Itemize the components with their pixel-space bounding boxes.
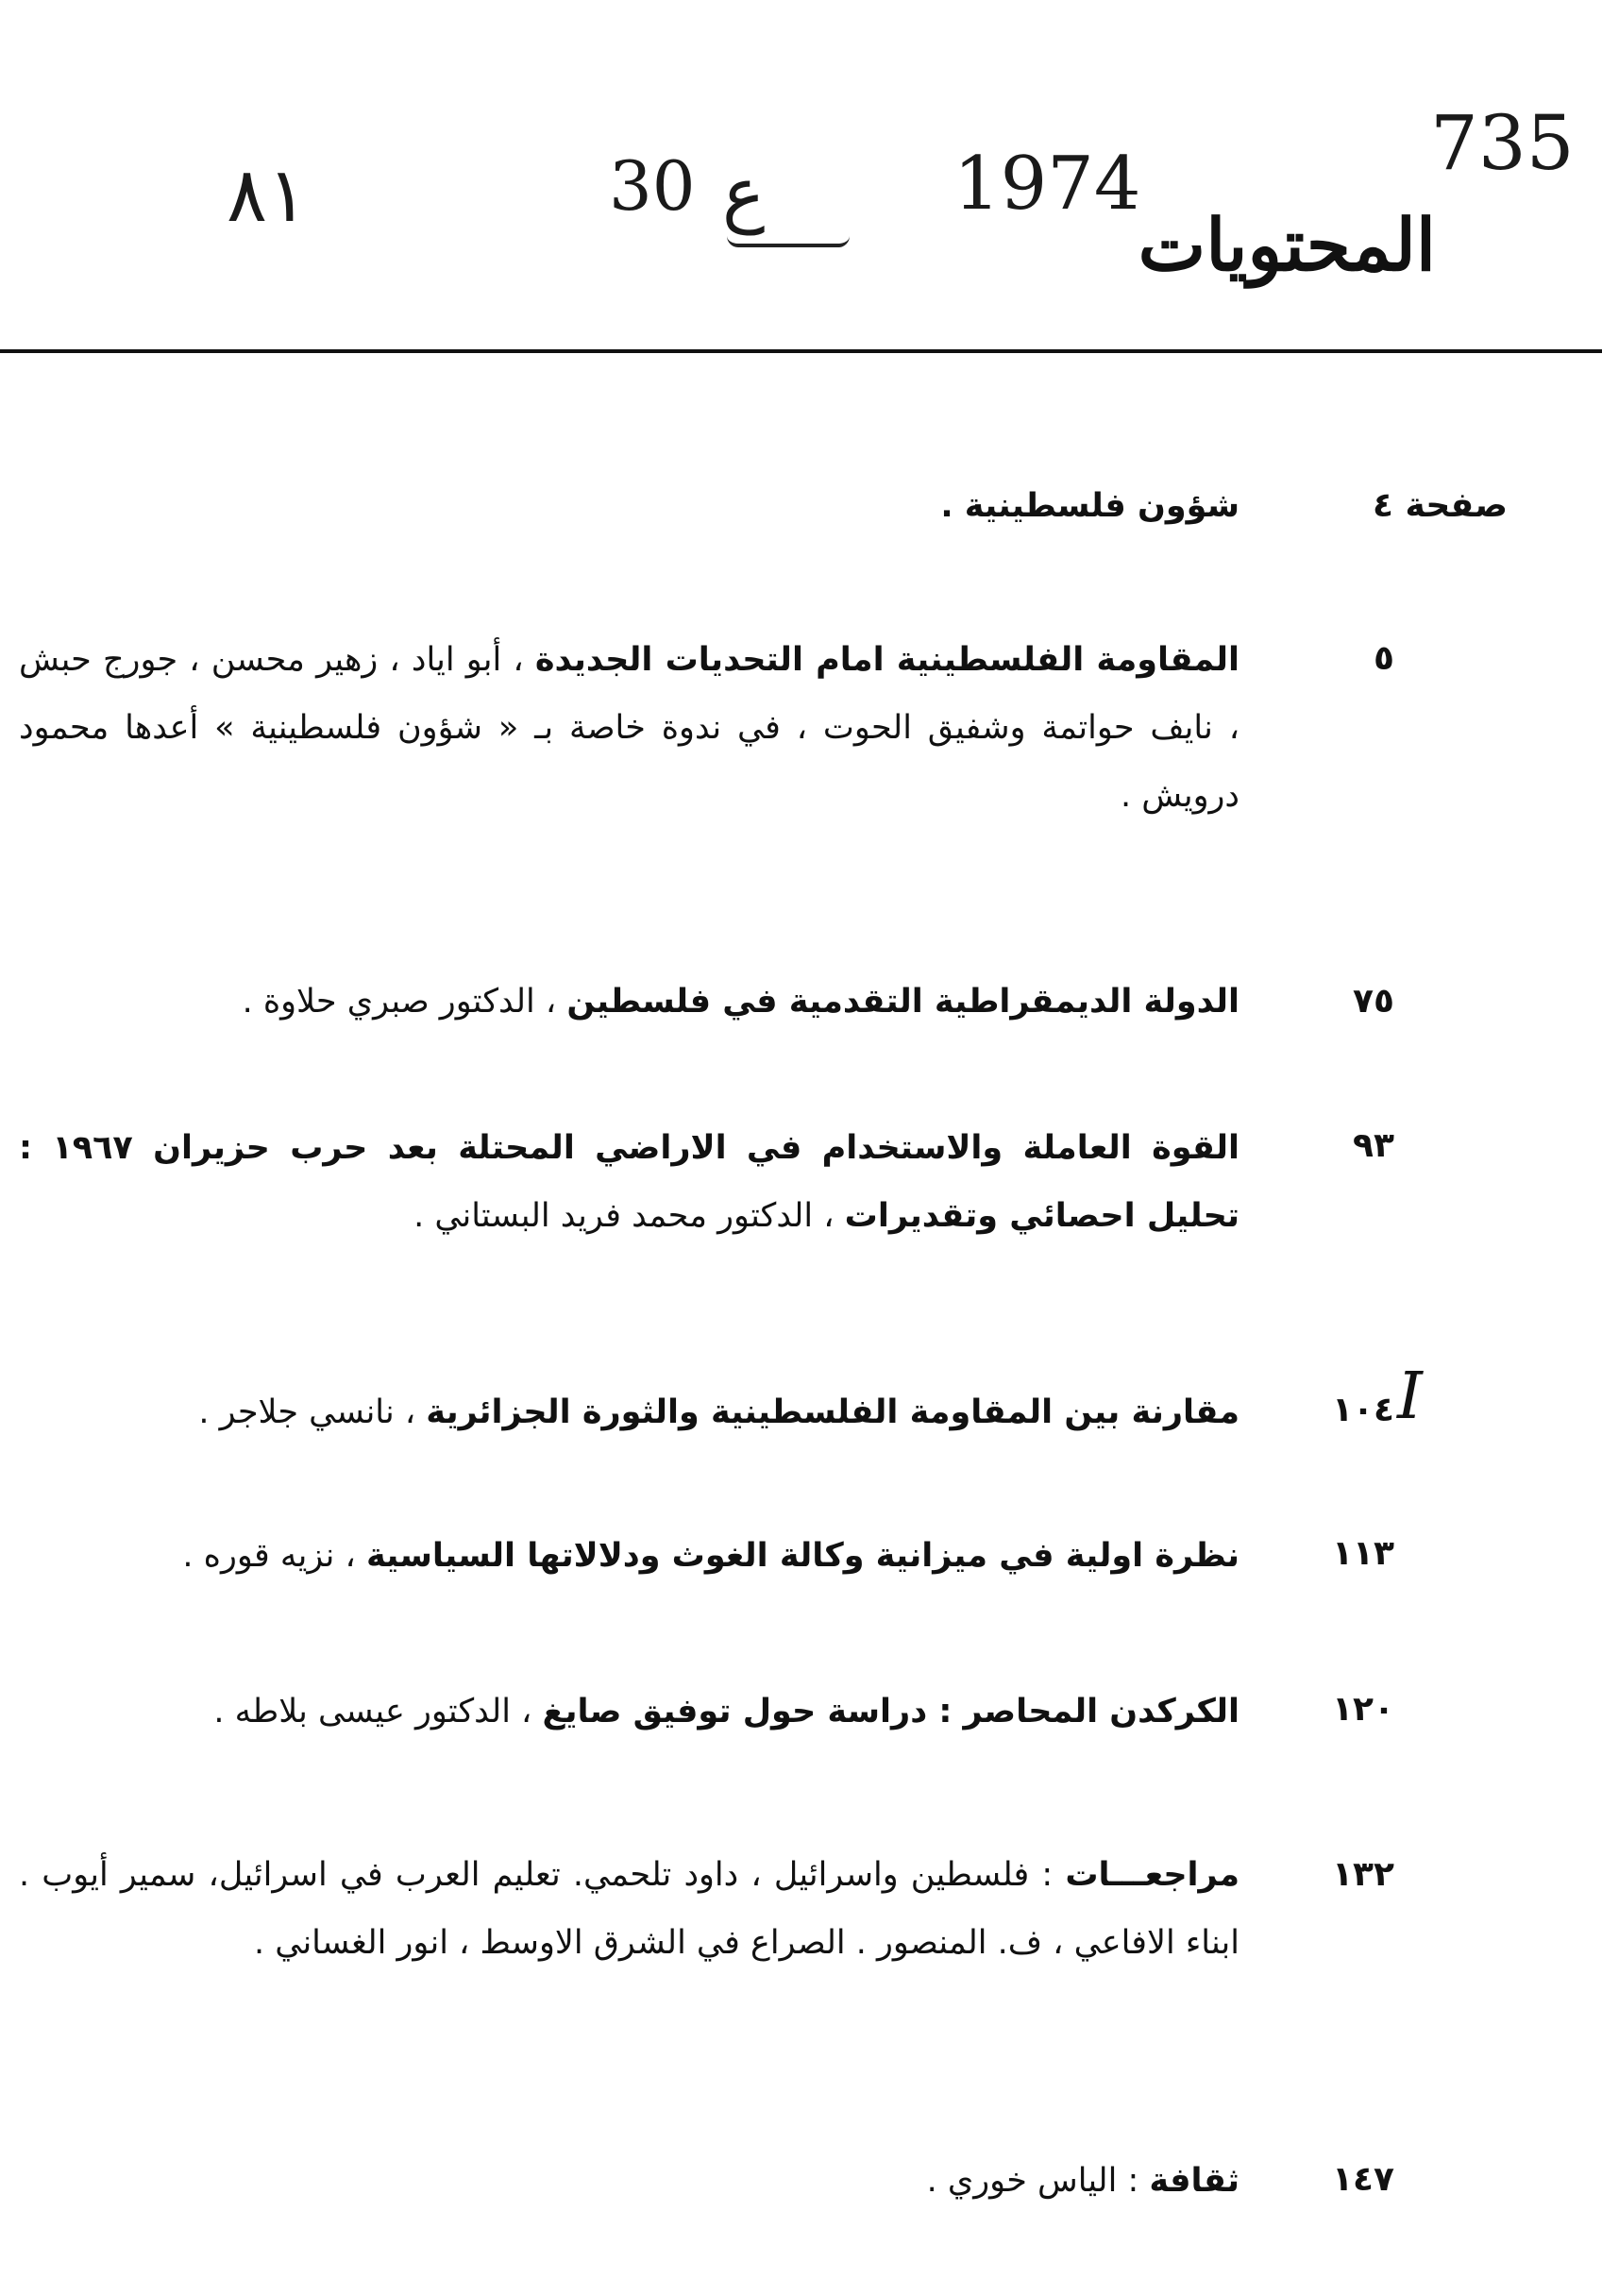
entry-text: [19, 1678, 1239, 1746]
handwritten-stroke: [727, 236, 850, 247]
section-title: شؤون فلسطينية .: [940, 487, 1239, 525]
entry-page-number: ٩٣: [1353, 1126, 1394, 1165]
entry-title: ثقافة: [1149, 2162, 1239, 2200]
entry-page-number: ١٠٤: [1332, 1391, 1394, 1429]
entry-title: الكركدن المحاصر : دراسة حول توفيق صايغ: [542, 1693, 1239, 1730]
entry-title: القوة العاملة والاستخدام في الاراضي المحتلة بعد حرب حزيران ١٩٦٧ : تحليل احصائي وتقديرات: [19, 1129, 1240, 1235]
entry-author: : الياس خوري .: [926, 2162, 1150, 2200]
entry-page-number: ١١٣: [1332, 1534, 1394, 1573]
handwritten-number-left: ٨١: [227, 151, 308, 239]
handwritten-vol-letter: ع: [722, 151, 766, 235]
entry-text: [19, 1841, 1239, 1977]
entry-author: ، الدكتور صبري حلاوة .: [242, 983, 567, 1021]
entry-author: ، الدكتور عيسى بلاطه .: [213, 1693, 543, 1730]
entry-text: [19, 2147, 1239, 2215]
entry-text: [19, 1114, 1239, 1250]
entry-title: الدولة الديمقراطية التقدمية في فلسطين: [566, 983, 1239, 1021]
handwritten-number-right: 735: [1430, 99, 1575, 187]
page-title: المحتويات: [1138, 203, 1436, 287]
entry-author: ، أبو اياد ، زهير محسن ، جورج حبش ، نايف حواتمة وشفيق الحوت ، في ندوة خاصة بـ « شؤون فلسطينية » أعدها محمود درويش .: [19, 641, 1239, 815]
entry-page-number: ٧٥: [1353, 982, 1394, 1021]
entry-title: المقاومة الفلسطينية امام التحديات الجديدة: [534, 641, 1239, 679]
entry-page-number: ١٤٧: [1332, 2160, 1394, 2199]
entry-text: [19, 1522, 1239, 1590]
entry-page-number: ١٢٠: [1332, 1690, 1394, 1729]
entry-text: [19, 626, 1239, 830]
handwritten-year: 1974: [953, 142, 1141, 227]
entry-author: ، نانسي جلاجر .: [198, 1393, 427, 1431]
entry-title: مراجعـــات: [1065, 1856, 1239, 1894]
entry-text: [19, 968, 1239, 1036]
section-page-label: صفحة ٤: [1373, 486, 1508, 525]
divider-rule: [0, 349, 1602, 353]
entry-author: ، الدكتور محمد فريد البستاني .: [413, 1197, 845, 1235]
entry-text: [19, 1378, 1239, 1446]
handwritten-margin-mark: I: [1397, 1359, 1423, 1434]
entry-page-number: ٥: [1374, 639, 1394, 678]
handwritten-volume: 30: [609, 146, 696, 226]
entry-author: : فلسطين واسرائيل ، داود تلحمي. تعليم العرب في اسرائيل، سمير أيوب . ابناء الافاعي ، ف. المنصور . الصراع في الشرق الاوسط ، انور الغساني .: [19, 1856, 1239, 1962]
entry-author: ، نزيه قوره .: [182, 1537, 366, 1575]
entry-page-number: ١٣٢: [1332, 1855, 1394, 1894]
entry-title: مقارنة بين المقاومة الفلسطينية والثورة الجزائرية: [426, 1393, 1239, 1431]
entry-title: نظرة اولية في ميزانية وكالة الغوث ودلالاتها السياسية: [365, 1537, 1239, 1575]
